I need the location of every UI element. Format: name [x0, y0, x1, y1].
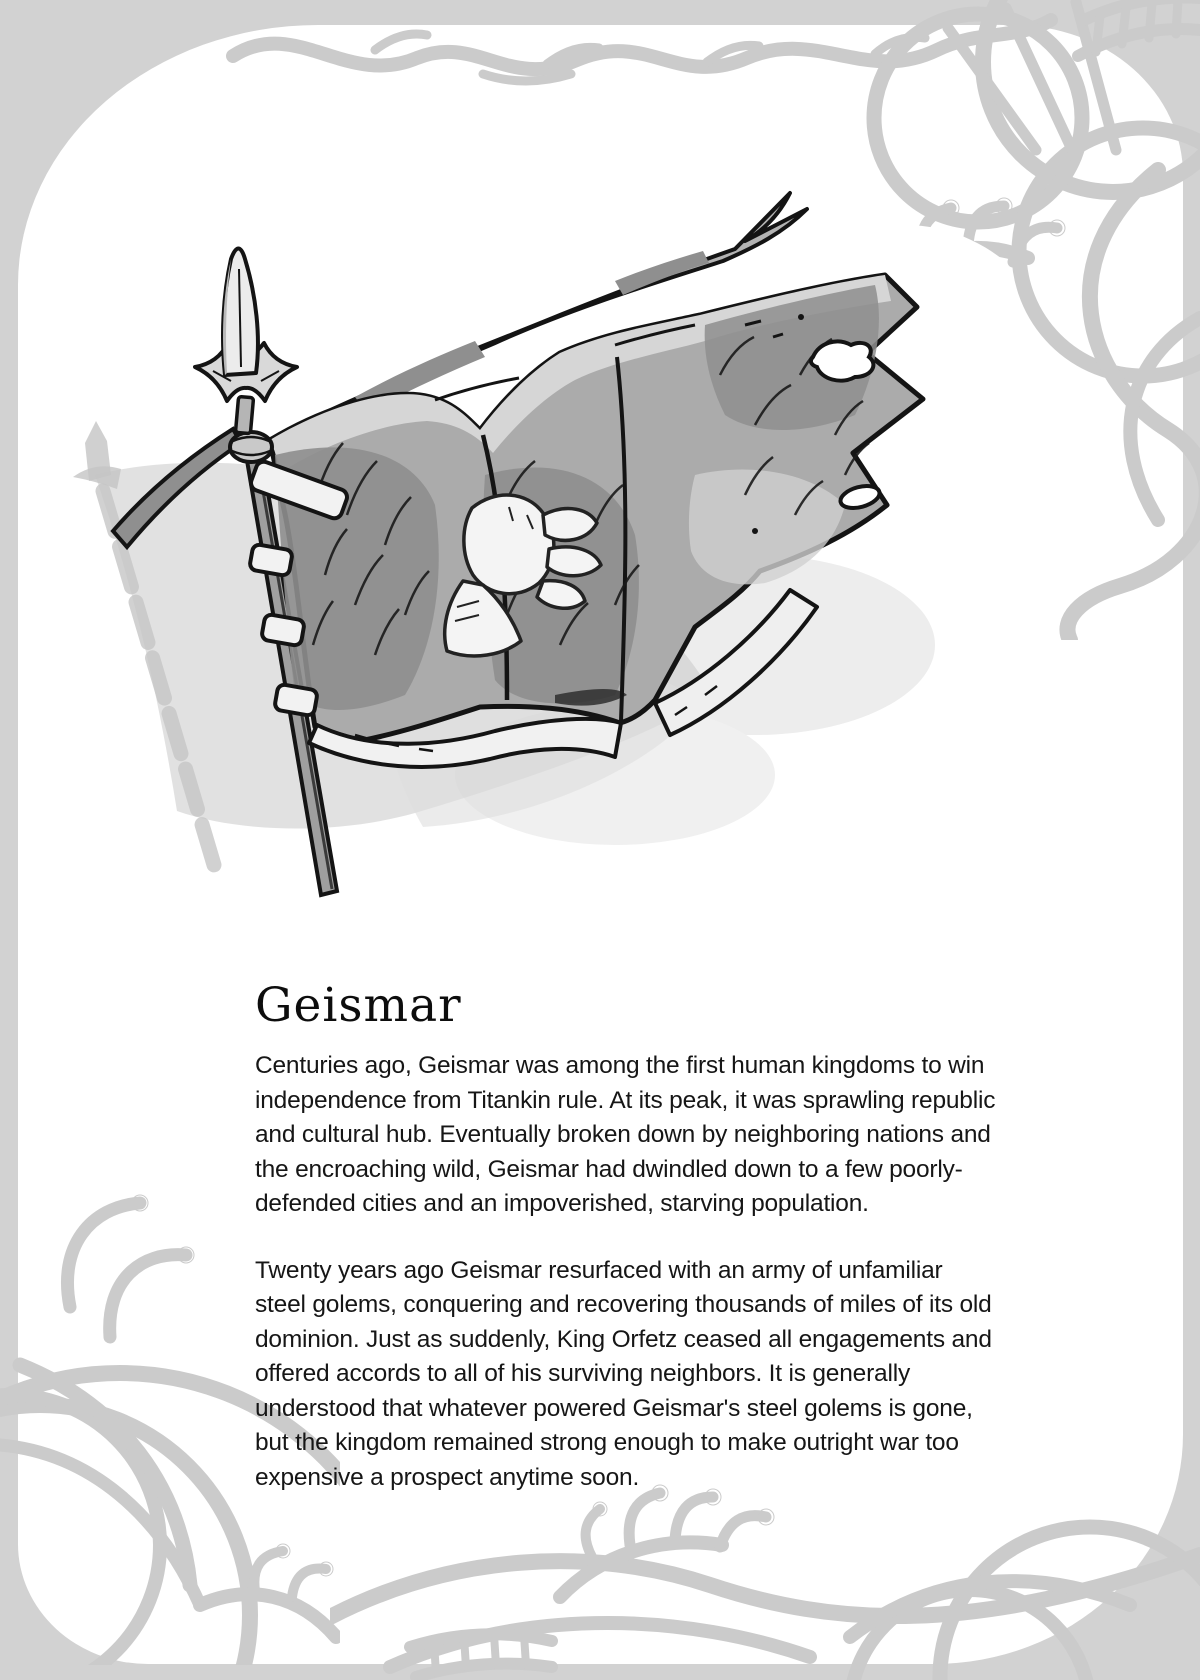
- lore-entry: [255, 978, 997, 1527]
- body-paragraph-2: Twenty years ago Geismar resurfaced with an army of unfamiliar steel golems, conquering and recovering thousands of miles of its old dominion. Just as suddenly, King Orfetz ceased all engagements and offered accords to all of his surviving neighbors. It is generally understood that whatever powered Geismar's steel golems is gone, but the kingdom remained strong enough to make outright war too expensive a prospect anytime soon.: [255, 1256, 992, 1491]
- tattered-banner-illustration: [55, 175, 1005, 920]
- body-paragraph-1: Centuries ago, Geismar was among the first human kingdoms to win independence from Titankin rule. At its peak, it was sprawling republic and cultural hub. Eventually broken down by neighboring nations and the encroaching wild, Geismar had dwindled down to a few poorly-defended cities and an impoverished, starving population.: [255, 1052, 996, 1217]
- page-title: Geismar: [255, 978, 462, 1033]
- spearhead: [195, 249, 297, 463]
